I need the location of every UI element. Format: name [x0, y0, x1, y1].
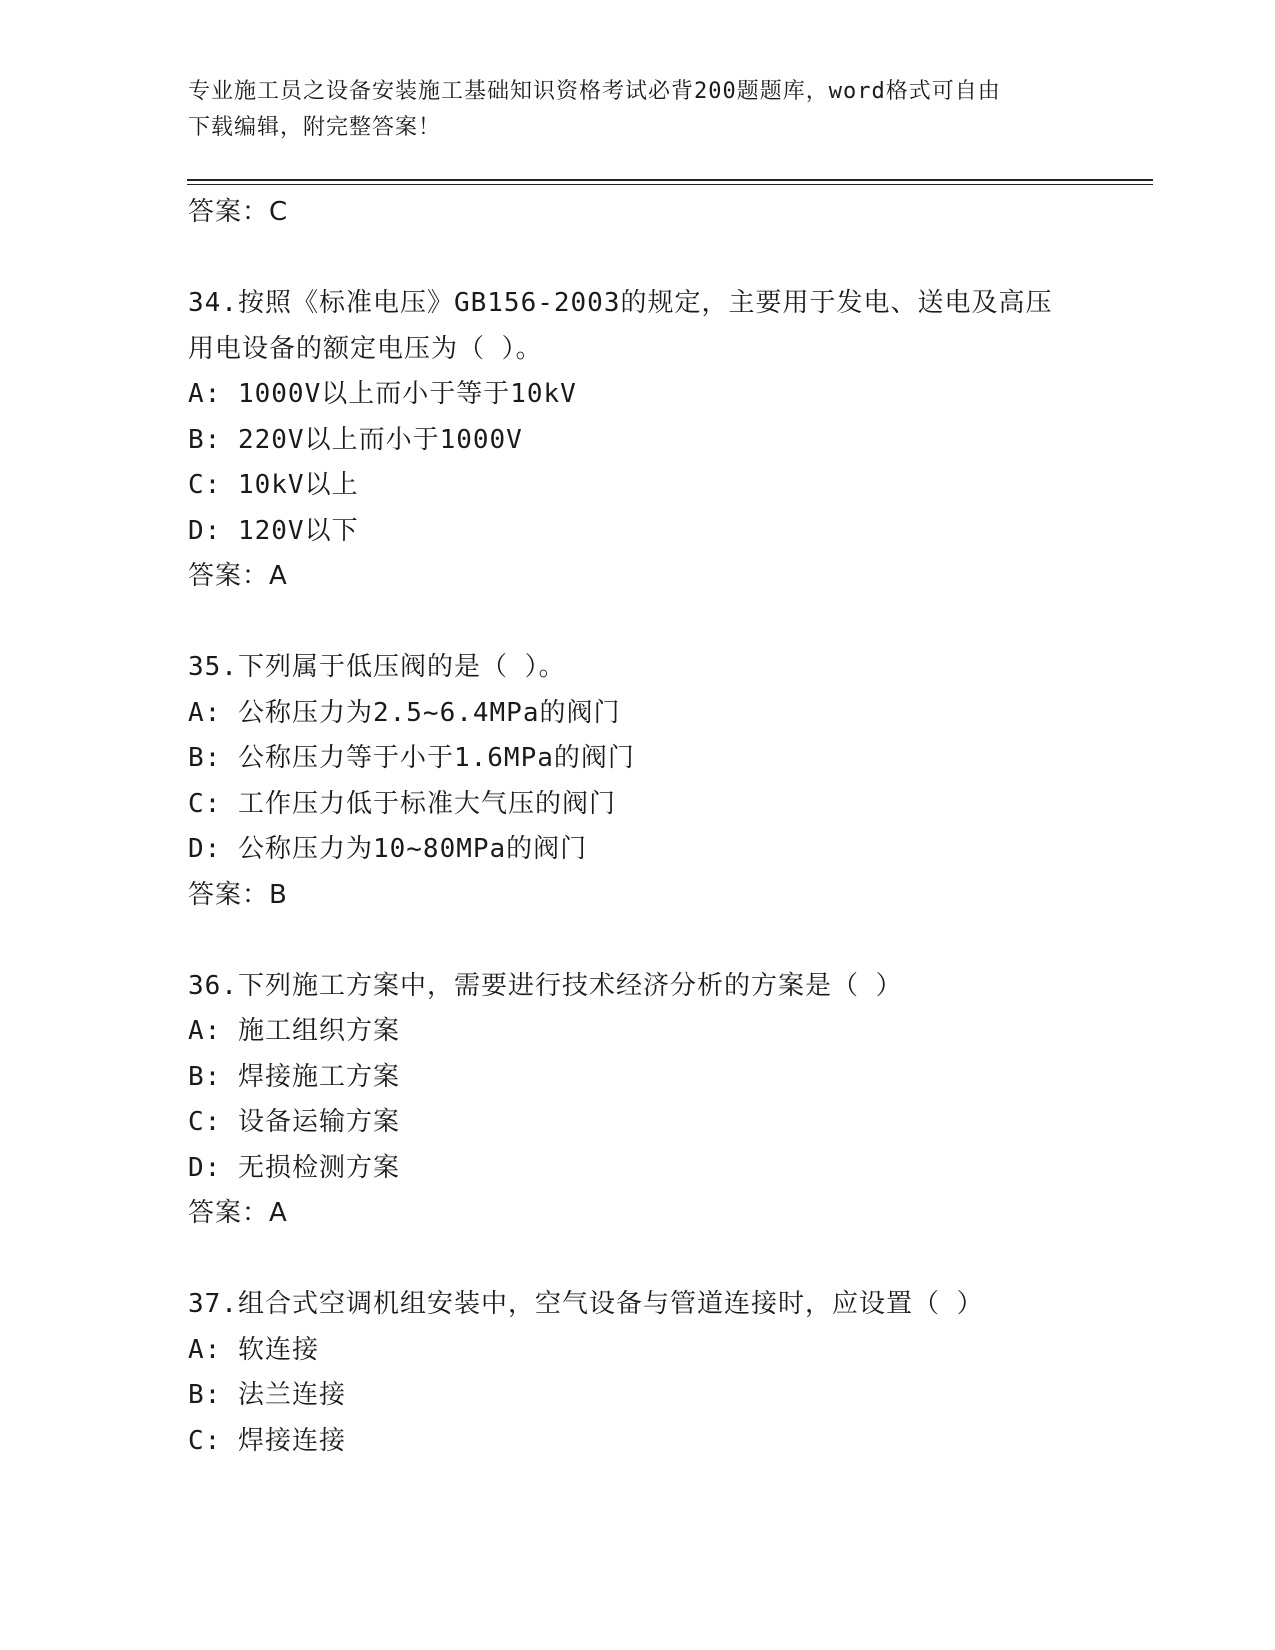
- option-c: C: 10kV以上: [188, 470, 359, 500]
- option-a: A: 施工组织方案: [188, 1016, 400, 1046]
- question-block: [188, 1282, 1148, 1464]
- option-a: A: 软连接: [188, 1334, 319, 1365]
- option-d: D: 120V以下: [188, 515, 359, 546]
- question-stem-continued: 用电设备的额定电压为（ ）。: [188, 333, 543, 364]
- header-rule-thin: [187, 184, 1153, 185]
- question-list: [188, 190, 1148, 1464]
- option-c: C: 设备运输方案: [188, 1107, 400, 1137]
- spacer: [188, 236, 1148, 282]
- option-b: B: 焊接施工方案: [188, 1061, 400, 1092]
- question-block: [188, 645, 1148, 918]
- header-line-2: 下载编辑，附完整答案！: [188, 115, 442, 140]
- header-line-1: 专业施工员之设备安装施工基础知识资格考试必背200题题库，word格式可自由: [188, 79, 1001, 104]
- answer-line: 答案：A: [188, 1198, 288, 1228]
- option-b: B: 公称压力等于小于1.6MPa的阀门: [188, 743, 635, 773]
- option-d: D: 公称压力为10~80MPa的阀门: [188, 834, 588, 864]
- option-d: D: 无损检测方案: [188, 1152, 400, 1183]
- header-rule-thick: [187, 179, 1153, 181]
- option-c: C: 焊接连接: [188, 1425, 346, 1456]
- option-b: B: 法兰连接: [188, 1380, 346, 1410]
- question-stem: 37.组合式空调机组安装中，空气设备与管道连接时，应设置（ ）: [188, 1289, 984, 1319]
- option-a: A: 1000V以上而小于等于10kV: [188, 379, 577, 409]
- question-block: [188, 964, 1148, 1237]
- question-stem: 34.按照《标准电压》GB156-2003的规定，主要用于发电、送电及高压: [188, 288, 1053, 318]
- page-header: [188, 74, 1088, 146]
- answer-line: 答案：C: [188, 197, 289, 227]
- answer-line: 答案：A: [188, 561, 288, 591]
- question-stem: 35.下列属于低压阀的是（ ）。: [188, 652, 566, 682]
- question-stem: 36.下列施工方案中，需要进行技术经济分析的方案是（ ）: [188, 970, 903, 1001]
- spacer: [188, 1237, 1148, 1283]
- option-b: B: 220V以上而小于1000V: [188, 424, 523, 455]
- option-a: A: 公称压力为2.5~6.4MPa的阀门: [188, 697, 621, 728]
- spacer: [188, 918, 1148, 964]
- option-c: C: 工作压力低于标准大气压的阀门: [188, 788, 616, 819]
- answer-line: 答案：B: [188, 879, 288, 910]
- question-block: [188, 281, 1148, 600]
- spacer: [188, 600, 1148, 646]
